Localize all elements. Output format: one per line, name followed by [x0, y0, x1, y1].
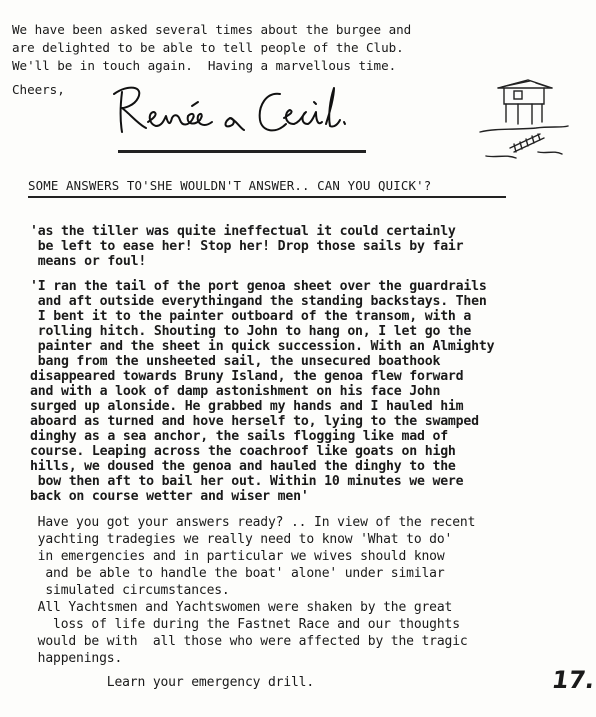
signature	[108, 72, 348, 142]
quote2-line-4: rolling hitch. Shouting to John to hang on, I let go the	[30, 324, 472, 339]
heading-underline	[28, 196, 506, 198]
quote2-line-7: disappeared towards Bruny Island, the genoa flew forward	[30, 369, 464, 384]
intro-line-cheers: Cheers,	[12, 82, 65, 97]
quote2-line-14: bow then aft to bail her out. Within 10 minutes we were	[30, 474, 464, 489]
quote2-line-9: surged up alonside. He grabbed my hands and I hauled him	[30, 399, 464, 414]
closing-line-10: Learn your emergency drill.	[30, 675, 315, 690]
closing-line-7: loss of life during the Fastnet Race and our thoughts	[30, 617, 460, 632]
quote2-line-1: 'I ran the tail of the port genoa sheet over the guardrails	[30, 279, 487, 294]
quote2-line-12: course. Leaping across the coachroof like goats on high	[30, 444, 456, 459]
intro-line-3: We'll be in touch again. Having a marvellous time.	[12, 58, 397, 73]
quote1-line-3: means or foul!	[30, 254, 147, 269]
quote2-line-13: hills, we doused the genoa and hauled the dinghy to the	[30, 459, 456, 474]
section-heading: SOME ANSWERS TO'SHE WOULDN'T ANSWER.. CAN YOU QUICK'?	[28, 178, 432, 193]
closing-line-8: would be with all those who were affected by the tragic	[30, 634, 468, 649]
closing-line-3: in emergencies and in particular we wives should know	[30, 549, 445, 564]
quote2-line-11: dinghy as a sea anchor, the sails flogging like mad of	[30, 429, 448, 444]
closing-line-5: simulated circumstances.	[30, 583, 230, 598]
closing-line-9: happenings.	[30, 651, 123, 666]
page-number: 17.	[550, 666, 596, 694]
quote2-line-5: painter and the sheet in quick succession. With an Almighty	[30, 339, 495, 354]
signature-underline	[118, 150, 366, 153]
quote2-line-2: and aft outside everythingand the standing backstays. Then	[30, 294, 487, 309]
closing-line-6: All Yachtsmen and Yachtswomen were shaken by the great	[30, 600, 453, 615]
stilt-house-sketch-icon	[476, 74, 571, 169]
closing-line-4: and be able to handle the boat' alone' under similar	[30, 566, 445, 581]
quote2-line-6: bang from the unsheeted sail, the unsecured boathook	[30, 354, 441, 369]
quote2-line-3: I bent it to the painter outboard of the transom, with a	[30, 309, 472, 324]
closing-line-2: yachting tradegies we really need to know 'What to do'	[30, 532, 453, 547]
intro-line-1: We have been asked several times about the burgee and	[12, 22, 412, 37]
quote2-line-10: aboard as turned and hove herself to, lying to the swamped	[30, 414, 479, 429]
quote2-line-15: back on course wetter and wiser men'	[30, 489, 309, 504]
quote1-line-2: be left to ease her! Stop her! Drop those sails by fair	[30, 239, 464, 254]
quote1-line-1: 'as the tiller was quite ineffectual it could certainly	[30, 224, 456, 239]
quote2-line-8: and with a look of damp astonishment on his face John	[30, 384, 441, 399]
closing-line-1: Have you got your answers ready? .. In view of the recent	[30, 515, 476, 530]
intro-line-2: are delighted to be able to tell people of the Club.	[12, 40, 404, 55]
